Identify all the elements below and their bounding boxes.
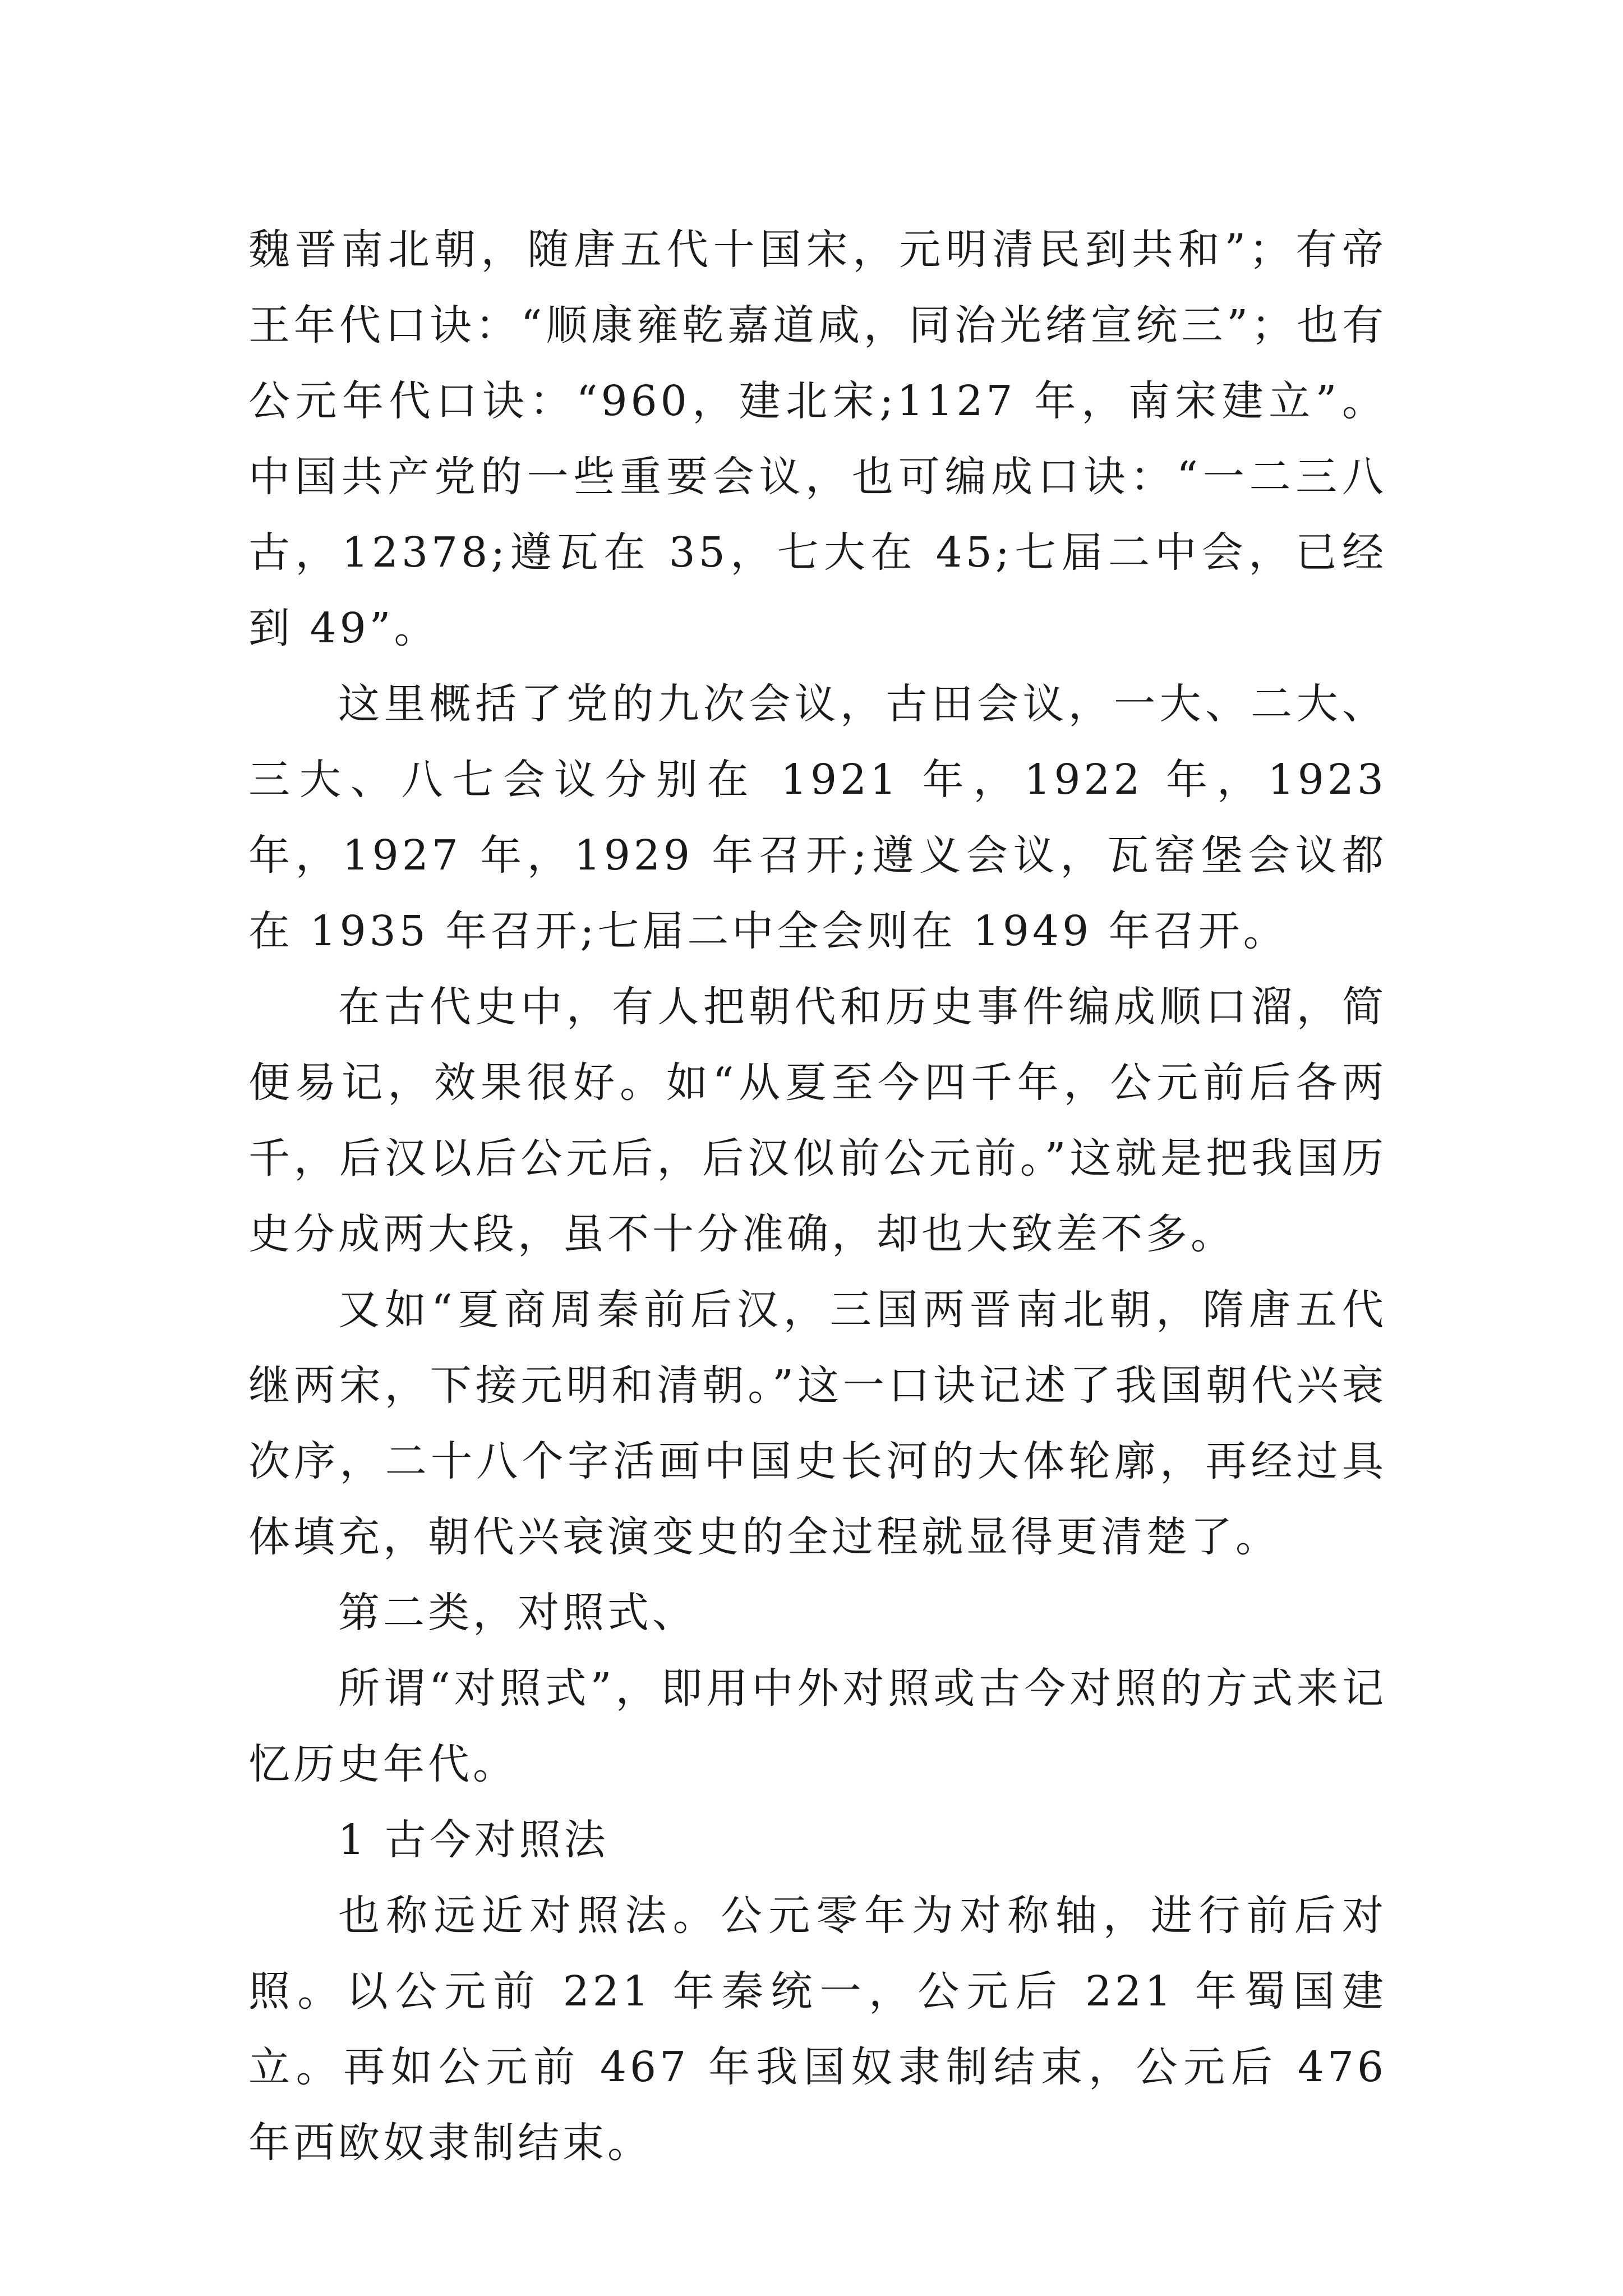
- paragraph-1: 魏晋南北朝，随唐五代十国宋，元明清民到共和”；有帝王年代口诀：“顺康雍乾嘉道咸，同治光绪宣统三”；也有公元年代口诀：“960，建北宋;1127 年，南宋建立”。中国共产党的一些重要会议，也可编成口诀：“一二三八古，12378;遵瓦在 35，七大在 45;七届二中会，已经到 49”。: [248, 226, 1387, 652]
- subsection-heading-ancient-modern: 1 古今对照法: [338, 1816, 609, 1864]
- paragraph-2: 这里概括了党的九次会议，古田会议，一大、二大、三大、八七会议分别在 1921 年，1922 年，1923 年，1927 年，1929 年召开;遵义会议，瓦窑堡会议都在 1935 年召开;七届二中全会则在 1949 年召开。: [248, 680, 1387, 955]
- paragraph-5: 所谓“对照式”，即用中外对照或古今对照的方式来记忆历史年代。: [248, 1664, 1387, 1788]
- document-body: [248, 212, 1387, 2181]
- paragraph-3: 在古代史中，有人把朝代和历史事件编成顺口溜，简便易记，效果很好。如“从夏至今四千年，公元前后各两千，后汉以后公元后，后汉似前公元前。”这就是把我国历史分成两大段，虽不十分准确，却也大致差不多。: [248, 983, 1387, 1258]
- section-heading-comparison: 第二类，对照式、: [338, 1589, 697, 1637]
- paragraph-4: 又如“夏商周秦前后汉，三国两晋南北朝，隋唐五代继两宋，下接元明和清朝。”这一口诀记述了我国朝代兴衰次序，二十八个字活画中国史长河的大体轮廓，再经过具体填充，朝代兴衰演变史的全过程就显得更清楚了。: [248, 1286, 1387, 1561]
- paragraph-6: 也称远近对照法。公元零年为对称轴，进行前后对照。以公元前 221 年秦统一，公元后 221 年蜀国建立。再如公元前 467 年我国奴隶制结束，公元后 476 年西欧奴隶制结束。: [248, 1892, 1387, 2167]
